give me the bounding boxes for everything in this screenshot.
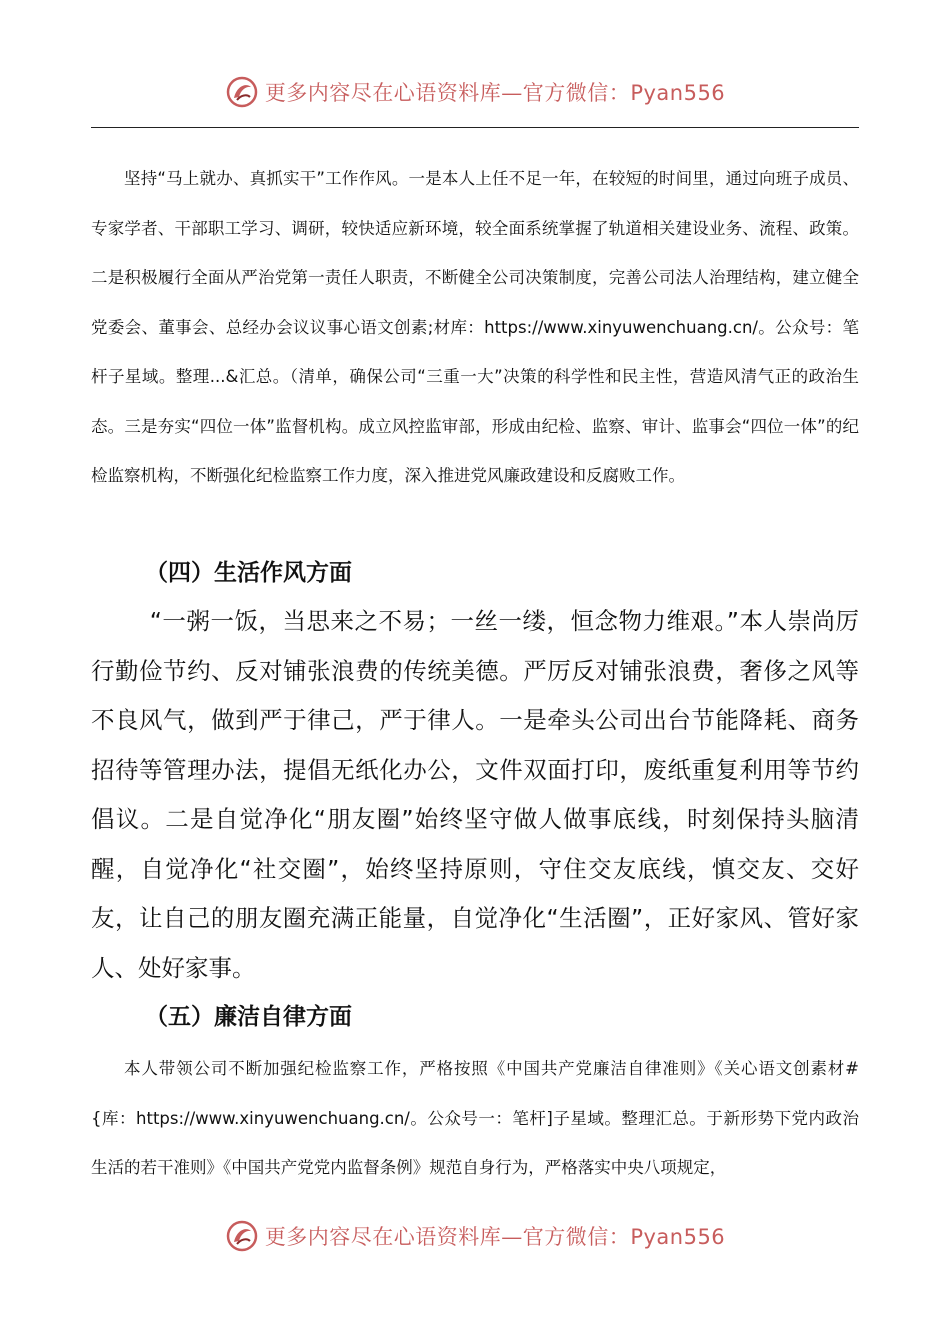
- red-swirl-logo-icon: [225, 75, 259, 109]
- section-heading-life-style: （四）生活作风方面: [145, 560, 352, 586]
- red-swirl-logo-icon: [225, 1219, 259, 1253]
- paragraph-life-style: “一粥一饭，当思来之不易；一丝一缕，恒念物力维艰。”本人崇尚厉行勤俭节约、反对铺张浪费的传统美德。严厉反对铺张浪费，奢侈之风等不良风气，做到严于律己，严于律人。一是牵头公司出台节能降耗、商务招待等管理办法，提倡无纸化办公，文件双面打印，废纸重复利用等节约倡议。二是自觉净化“朋友圈”始终坚守做人做事底线，时刻保持头脑清醒，自觉净化“社交圈”，始终坚持原则，守住交友底线，慎交友、交好友，让自己的朋友圈充满正能量，自觉净化“生活圈”，正好家风、管好家人、处好家事。: [91, 607, 859, 982]
- header-banner: [0, 72, 950, 112]
- paragraph-work-style: 坚持“马上就办、真抓实干”工作作风。一是本人上任不足一年，在较短的时间里，通过向班子成员、专家学者、干部职工学习、调研，较快适应新环境，较全面系统掌握了轨道相关建设业务、流程、政策。二是积极履行全面从严治党第一责任人职责，不断健全公司决策制度，完善公司法人治理结构，建立健全党委会、董事会、总经办会议议事心语文创素;材库：https://www.xinyuwenchuang.cn/。公众号：笔杆子星域。整理...&汇总。（清单，确保公司“三重一大”决策的科学性和民主性，营造风清气正的政治生态。三是夯实“四位一体”监督机构。成立风控监审部，形成由纪检、监察、审计、监事会“四位一体”的纪检监察机构，不断强化纪检监察工作力度，深入推进党风廉政建设和反腐败工作。: [91, 169, 859, 485]
- footer-wechat-id: Pyan556: [630, 1225, 726, 1249]
- header-banner-text: [265, 77, 725, 107]
- header-divider: [91, 127, 859, 128]
- footer-banner: [0, 1216, 950, 1256]
- footer-banner-text: [265, 1221, 725, 1251]
- header-wechat-id: Pyan556: [630, 81, 726, 105]
- footer-banner-label: 更多内容尽在心语资料库—官方微信：: [264, 1225, 631, 1249]
- section-heading-integrity: （五）廉洁自律方面: [145, 1004, 352, 1030]
- paragraph-integrity: 本人带领公司不断加强纪检监察工作，严格按照《中国共产党廉洁自律准则》《关心语文创素材#{库：https://www.xinyuwenchuang.cn/。公众号一：笔杆]子星域。整理汇总。于新形势下党内政治生活的若干准则》《中国共产党党内监督条例》规范自身行为，严格落实中央八项规定，: [91, 1059, 859, 1177]
- header-banner-label: 更多内容尽在心语资料库—官方微信：: [264, 81, 631, 105]
